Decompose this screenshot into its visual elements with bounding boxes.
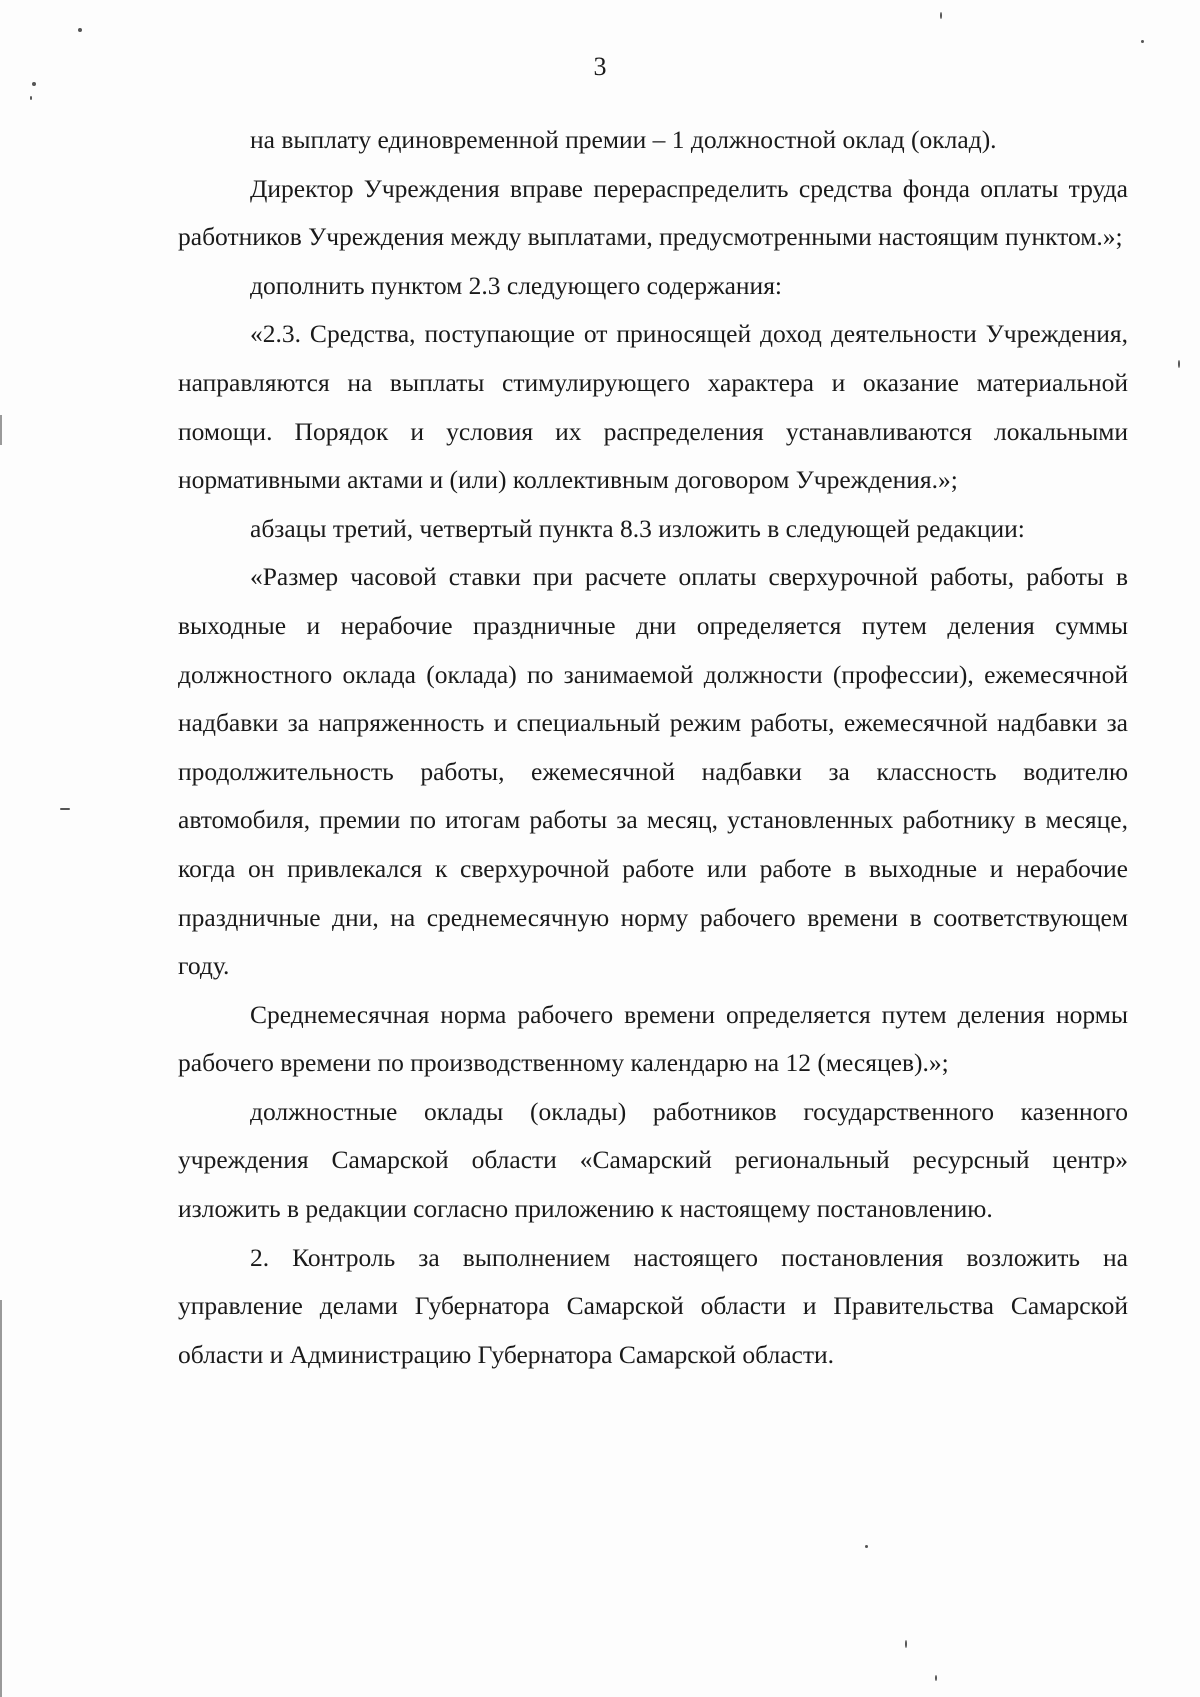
paragraph-add-item-2-3: дополнить пунктом 2.3 следующего содержания:	[250, 270, 783, 300]
scan-speck	[30, 96, 32, 100]
scan-speck	[1178, 360, 1180, 368]
paragraph-hourly-rate: «Размер часовой ставки при расчете оплаты сверхурочной работы, работы в выходные и нерабочие праздничные дни определяется путем деления суммы должностного оклада (оклада) по занимаемой должности (профессии), ежемесячной надбавки за напряженность и специальный режим работы, ежемесячной надбавки за продолжительность работы, ежемесячной надбавки за классность водителю автомобиля, премии по итогам работы за месяц, установленных работнику в месяце, когда он привлекался к сверхурочной работе или работе в выходные и нерабочие праздничные дни, на среднемесячную норму рабочего времени в соответствующем году.	[178, 562, 1128, 981]
document-body	[178, 116, 1128, 1379]
paragraph-director-rights: Директор Учреждения вправе перераспределить средства фонда оплаты труда работников Учреждения между выплатами, предусмотренными настоящим пунктом.»;	[178, 173, 1128, 252]
scan-speck	[1141, 40, 1144, 43]
scan-speck	[940, 12, 942, 19]
paragraph-item-8-3-intro: абзацы третий, четвертый пункта 8.3 изложить в следующей редакции:	[250, 513, 1025, 543]
paragraph-item-2-3: «2.3. Средства, поступающие от приносящей доход деятельности Учреждения, направляются на выплаты стимулирующего характера и оказание материальной помощи. Порядок и условия их распределения устанавливаются локальными нормативными актами и (или) коллективным договором Учреждения.»;	[178, 319, 1128, 495]
scan-speck	[78, 28, 82, 32]
scan-margin-line	[0, 1300, 2, 1697]
scan-speck	[905, 1640, 907, 1648]
page-number: 3	[593, 52, 607, 81]
scan-speck	[32, 82, 36, 86]
paragraph-bonus-payment: на выплату единовременной премии – 1 должностной оклад (оклад).	[250, 125, 997, 154]
scan-margin-line	[0, 415, 2, 445]
paragraph-control-clause: 2. Контроль за выполнением настоящего постановления возложить на управление делами Губернатора Самарской области и Правительства Самарской области и Администрацию Губернатора Самарской области.	[178, 1242, 1128, 1369]
scan-speck	[935, 1675, 937, 1681]
scan-speck	[60, 808, 70, 810]
paragraph-official-salaries: должностные оклады (оклады) работников государственного казенного учреждения Самарской области «Самарский региональный ресурсный центр» изложить в редакции согласно приложению к настоящему постановлению.	[178, 1096, 1128, 1224]
paragraph-monthly-norm: Среднемесячная норма рабочего времени определяется путем деления нормы рабочего времени по производственному календарю на 12 (месяцев).»;	[178, 999, 1128, 1078]
scan-speck	[865, 1545, 868, 1548]
